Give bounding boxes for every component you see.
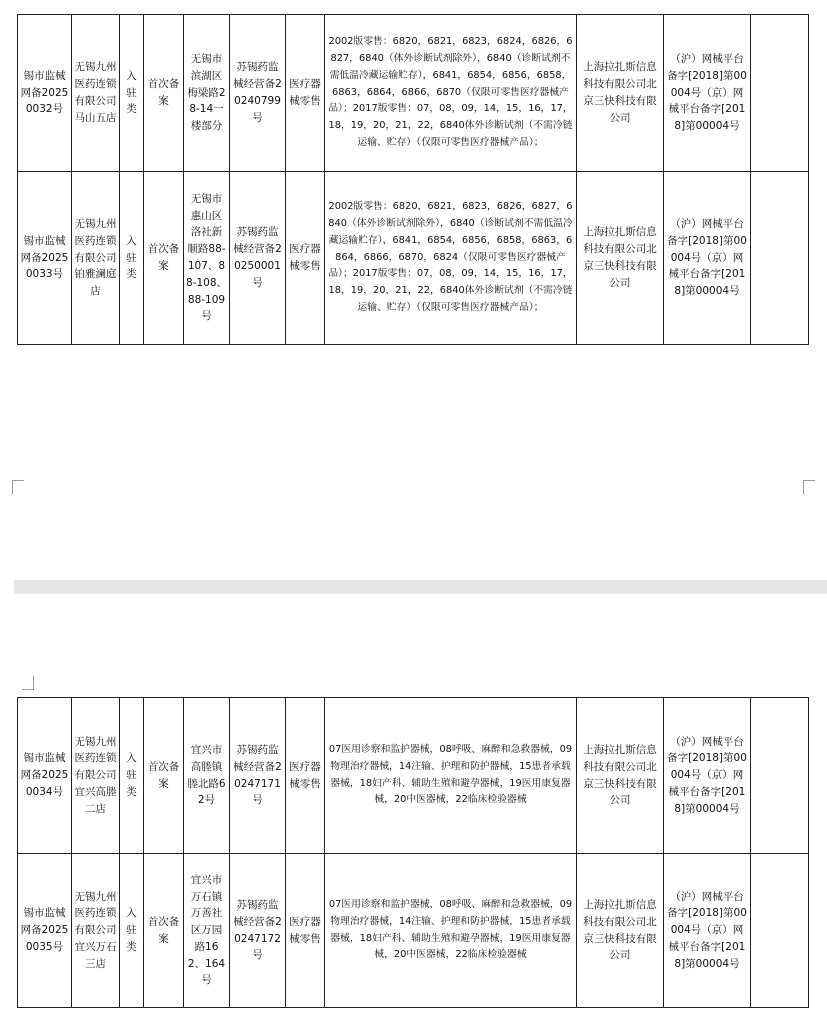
enterprise-name-cell: 无锡九州医药连锁有限公司宜兴万石三店	[72, 854, 120, 1008]
platform-name-cell: 上海拉扎斯信息科技有限公司北京三快科技有限公司	[577, 15, 664, 172]
business-mode-cell: 医疗器械零售	[286, 172, 325, 345]
license-number-cell: 苏锡药监械经营备20250001号	[230, 172, 286, 345]
enterprise-name-cell: 无锡九州医药连锁有限公司铂雅澜庭店	[72, 172, 120, 345]
note-cell	[751, 854, 809, 1008]
platform-name-cell: 上海拉扎斯信息科技有限公司北京三快科技有限公司	[577, 854, 664, 1008]
business-scope-cell: 07医用诊察和监护器械，08呼吸、麻醉和急救器械，09物理治疗器械，14注输、护理和防护器械，15患者承载器械，18妇产科、辅助生殖和避孕器械，19医用康复器械，20中医器械，22临床检验器械	[325, 854, 577, 1008]
page-margin-mark-left	[12, 480, 24, 494]
table-row	[18, 15, 809, 172]
table-row	[18, 854, 809, 1008]
platform-record-cell: （沪）网械平台备字[2018]第00004号（京）网械平台备字[2018]第00004号	[664, 172, 751, 345]
page-margin-mark-right	[803, 480, 815, 494]
category-cell: 入驻类	[120, 698, 144, 854]
record-type-cell: 首次备案	[144, 15, 184, 172]
business-mode-cell: 医疗器械零售	[286, 15, 325, 172]
record-table-bottom	[17, 697, 809, 1008]
document-page-bottom	[0, 594, 827, 1032]
business-mode-cell: 医疗器械零售	[286, 698, 325, 854]
platform-name-cell: 上海拉扎斯信息科技有限公司北京三快科技有限公司	[577, 172, 664, 345]
page-margin-mark-left	[22, 676, 34, 690]
note-cell	[751, 698, 809, 854]
record-type-cell: 首次备案	[144, 172, 184, 345]
enterprise-name-cell: 无锡九州医药连锁有限公司宜兴高塍二店	[72, 698, 120, 854]
record-type-cell: 首次备案	[144, 698, 184, 854]
category-cell: 入驻类	[120, 15, 144, 172]
category-cell: 入驻类	[120, 172, 144, 345]
record-number-cell: 锡市监械网备20250034号	[18, 698, 72, 854]
platform-record-cell: （沪）网械平台备字[2018]第00004号（京）网械平台备字[2018]第00004号	[664, 854, 751, 1008]
record-number-cell: 锡市监械网备20250035号	[18, 854, 72, 1008]
address-cell: 宜兴市万石镇万善社区万园路162、164号	[184, 854, 230, 1008]
record-number-cell: 锡市监械网备20250032号	[18, 15, 72, 172]
enterprise-name-cell: 无锡九州医药连锁有限公司马山五店	[72, 15, 120, 172]
table-row	[18, 698, 809, 854]
business-scope-cell: 07医用诊察和监护器械，08呼吸、麻醉和急救器械，09物理治疗器械，14注输、护理和防护器械，15患者承载器械，18妇产科、辅助生殖和避孕器械，19医用康复器械，20中医器械，22临床检验器械	[325, 698, 577, 854]
record-type-cell: 首次备案	[144, 854, 184, 1008]
business-mode-cell: 医疗器械零售	[286, 854, 325, 1008]
platform-name-cell: 上海拉扎斯信息科技有限公司北京三快科技有限公司	[577, 698, 664, 854]
business-scope-cell: 2002版零售：6820，6821，6823，6824，6826，6827，6840（体外诊断试剂除外），6840（诊断试剂不需低温冷藏运输贮存），6841，6854，6856，6858，6863，6864，6866，6870（仅限可零售医疗器械产品）；2017版零售：07，08，09，14，15，16，17，18，19，20，21，22，6840体外诊断试剂（不需冷链运输、贮存）（仅限可零售医疗器械产品）；	[325, 15, 577, 172]
category-cell: 入驻类	[120, 854, 144, 1008]
note-cell	[751, 15, 809, 172]
note-cell	[751, 172, 809, 345]
record-table-top	[17, 14, 809, 345]
platform-record-cell: （沪）网械平台备字[2018]第00004号（京）网械平台备字[2018]第00004号	[664, 15, 751, 172]
address-cell: 无锡市惠山区洛社新顺路88-107、88-108、88-109号	[184, 172, 230, 345]
table-row	[18, 172, 809, 345]
address-cell: 无锡市滨湖区梅梁路28-14一楼部分	[184, 15, 230, 172]
license-number-cell: 苏锡药监械经营备20240799号	[230, 15, 286, 172]
license-number-cell: 苏锡药监械经营备20247172号	[230, 854, 286, 1008]
platform-record-cell: （沪）网械平台备字[2018]第00004号（京）网械平台备字[2018]第00004号	[664, 698, 751, 854]
record-number-cell: 锡市监械网备20250033号	[18, 172, 72, 345]
business-scope-cell: 2002版零售：6820，6821，6823，6826，6827，6840（体外诊断试剂除外），6840（诊断试剂不需低温冷藏运输贮存），6841，6854，6856，6858，6863，6864，6866，6870，6824（仅限可零售医疗器械产品）；2017版零售：07，08，09，14，15，16，17，18，19，20，21，22，6840体外诊断试剂（不需冷链运输、贮存）（仅限可零售医疗器械产品）；	[325, 172, 577, 345]
page-separator	[14, 580, 827, 594]
license-number-cell: 苏锡药监械经营备20247171号	[230, 698, 286, 854]
address-cell: 宜兴市高塍镇塍北路62号	[184, 698, 230, 854]
